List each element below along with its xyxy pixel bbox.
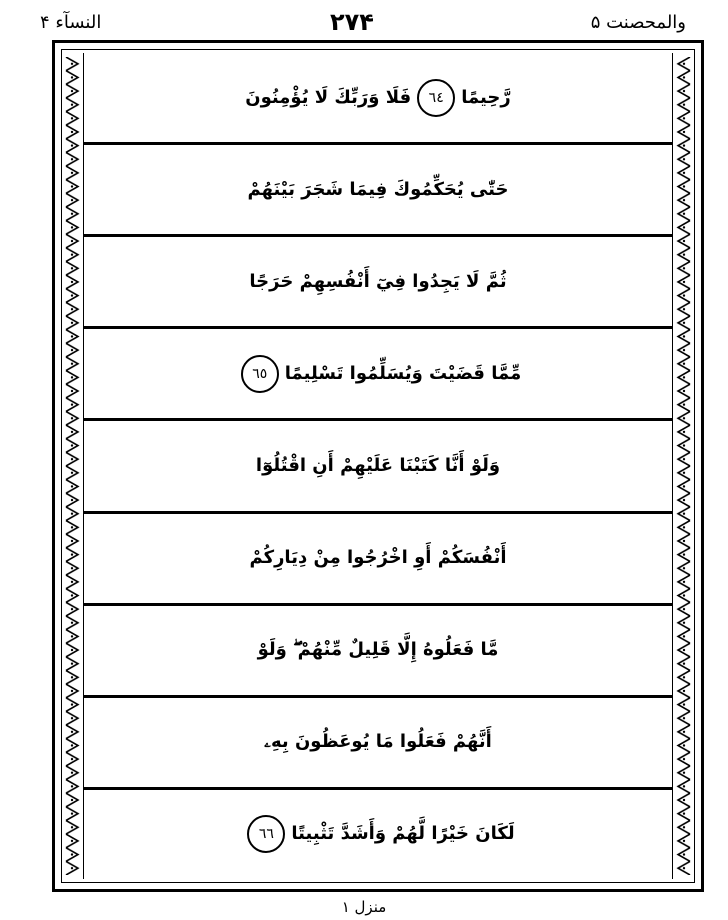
line-text: حَتّٰى يُحَكِّمُوكَ فِيمَا شَجَرَ بَيْنَهُمْ (247, 178, 509, 200)
page-frame (52, 40, 704, 892)
verse-line-3 (84, 237, 672, 329)
ayah-marker: ٦٥ (241, 355, 279, 393)
line-text: مِّمَّا قَضَيْتَ وَيُسَلِّمُوا تَسْلِيمًا (284, 362, 522, 384)
line-text: لَكَانَ خَيْرًا لَّهُمْ وَأَشَدَّ تَثْبِيتًا (291, 823, 515, 845)
line-text: أَنْفُسَكُمْ أَوِ اخْرُجُوا مِنْ دِيَارِكُمْ (249, 547, 507, 569)
verse-line-9 (84, 790, 672, 879)
line-text: ثُمَّ لَا يَجِدُوا فِيٓ أَنْفُسِهِمْ حَرَجًا (249, 270, 507, 292)
verse-line-4 (84, 329, 672, 421)
verse-line-7 (84, 606, 672, 698)
text-area (83, 53, 673, 879)
juz-name: والمحصنت ۵ (590, 12, 686, 33)
line-text-after: فَلَا وَرَبِّكَ لَا يُؤْمِنُونَ (245, 86, 412, 108)
ayah-marker: ٦٤ (417, 79, 455, 117)
verse-line-5 (84, 421, 672, 513)
manzil-footer: منزل ١ (341, 898, 387, 916)
page-header (0, 8, 728, 38)
verse-line-6 (84, 514, 672, 606)
page-number: ۲۷۴ (330, 8, 374, 36)
line-text: أَنَّهُمْ فَعَلُوا مَا يُوعَظُونَ بِهِۦ (264, 731, 492, 753)
line-text: رَّحِيمًا (461, 86, 511, 108)
left-ornament-border (64, 57, 80, 875)
right-ornament-border (676, 57, 692, 875)
verse-line-8 (84, 698, 672, 790)
line-text: مَّا فَعَلُوهُ إِلَّا قَلِيلٌ مِّنْهُمْ ۖ وَلَوْ (257, 639, 499, 661)
verse-line-2 (84, 145, 672, 237)
surah-name: النسآء ۴ (40, 12, 102, 33)
line-text: وَلَوْ أَنَّا كَتَبْنَا عَلَيْهِمْ أَنِ اقْتُلُوٓا (255, 454, 501, 476)
ayah-marker: ٦٦ (247, 815, 285, 853)
verse-lines (84, 53, 672, 879)
verse-line-1 (84, 53, 672, 145)
